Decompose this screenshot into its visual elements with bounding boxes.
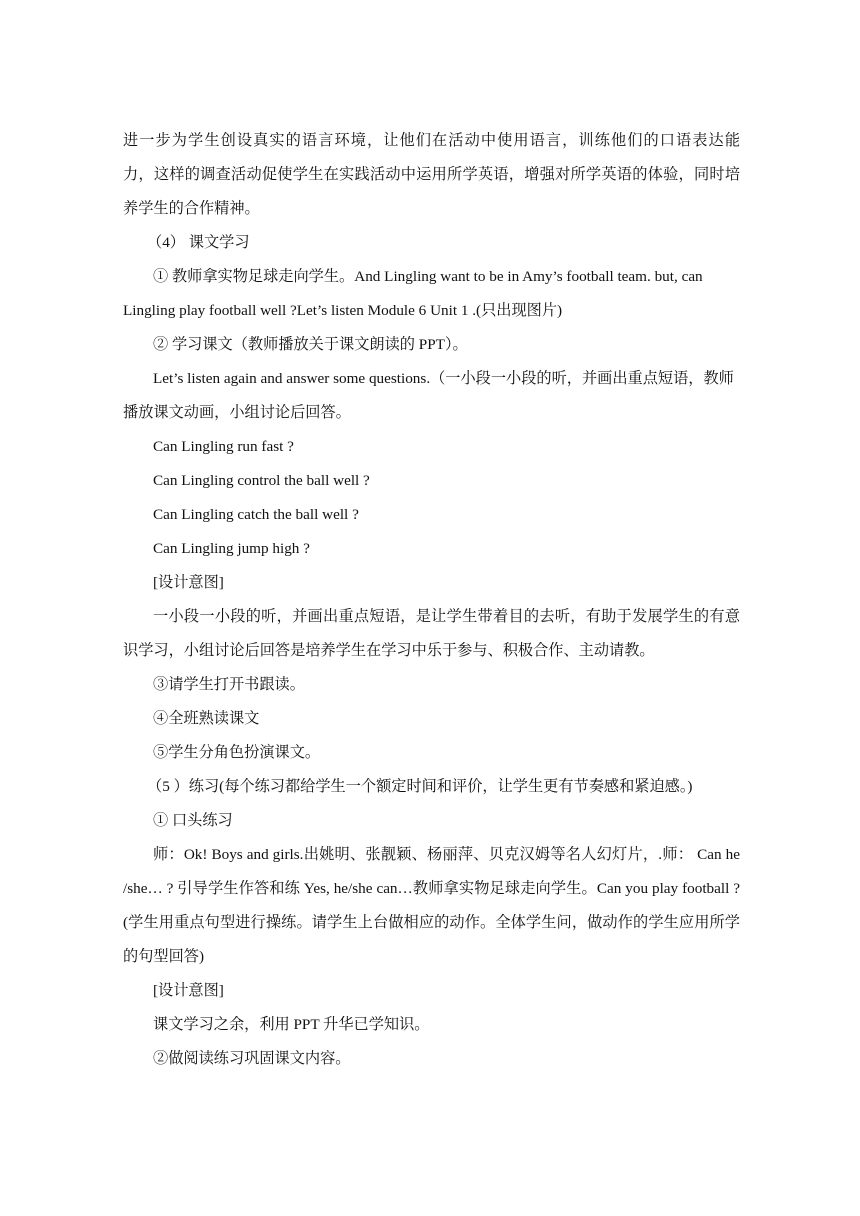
section-heading: （5 ）练习(每个练习都给学生一个额定时间和评价，让学生更有节奏感和紧迫感。) xyxy=(147,778,693,795)
paragraph-line: 一小段一小段的听，并画出重点短语，是让学生带着目的去听，有助于发展学生的有意 xyxy=(153,608,740,625)
paragraph-line: ②做阅读练习巩固课文内容。 xyxy=(153,1050,351,1067)
paragraph-line: Lingling play football well ?Let’s listen Module 6 Unit 1 .(只出现图片) xyxy=(123,302,563,319)
paragraph-line: ① 口头练习 xyxy=(153,812,233,829)
paragraph-line: 师：Ok! Boys and girls.出姚明、张靓颖、杨丽萍、贝克汉姆等名人幻灯片，.师： Can he xyxy=(153,846,740,863)
paragraph-line: ① 教师拿实物足球走向学生。And Lingling want to be in Amy’s football team. but, can xyxy=(153,268,703,285)
paragraph-line: ④全班熟读课文 xyxy=(153,710,260,727)
design-intent-heading: [设计意图] xyxy=(153,982,224,999)
paragraph-line: ② 学习课文（教师播放关于课文朗读的 PPT）。 xyxy=(153,336,468,353)
design-intent-heading: [设计意图] xyxy=(153,574,224,591)
question-line: Can Lingling catch the ball well ? xyxy=(153,506,359,523)
paragraph-line: ③请学生打开书跟读。 xyxy=(153,676,305,693)
paragraph-line: 进一步为学生创设真实的语言环境，让他们在活动中使用语言，训练他们的口语表达能 xyxy=(123,132,740,149)
question-line: Can Lingling jump high ? xyxy=(153,540,310,557)
paragraph-line: /she… ? 引导学生作答和练 Yes, he/she can…教师拿实物足球走向学生。Can you play football ? xyxy=(123,880,740,897)
paragraph-line: Let’s listen again and answer some questions.（一小段一小段的听，并画出重点短语，教师 xyxy=(153,370,734,387)
paragraph-line: 识学习，小组讨论后回答是培养学生在学习中乐于参与、积极合作、主动请教。 xyxy=(123,642,655,659)
paragraph-line: (学生用重点句型进行操练。请学生上台做相应的动作。全体学生问，做动作的学生应用所学 xyxy=(123,914,740,931)
paragraph-line: 课文学习之余，利用 PPT 升华已学知识。 xyxy=(153,1016,430,1033)
section-heading: （4） 课文学习 xyxy=(147,234,250,251)
paragraph-line: 播放课文动画，小组讨论后回答。 xyxy=(123,404,351,421)
paragraph-line: 养学生的合作精神。 xyxy=(123,200,260,217)
paragraph-line: 的句型回答) xyxy=(123,948,204,965)
paragraph-line: 力，这样的调查活动促使学生在实践活动中运用所学英语，增强对所学英语的体验，同时培 xyxy=(123,166,740,183)
paragraph-line: ⑤学生分角色扮演课文。 xyxy=(153,744,321,761)
question-line: Can Lingling run fast ? xyxy=(153,438,294,455)
question-line: Can Lingling control the ball well ? xyxy=(153,472,370,489)
